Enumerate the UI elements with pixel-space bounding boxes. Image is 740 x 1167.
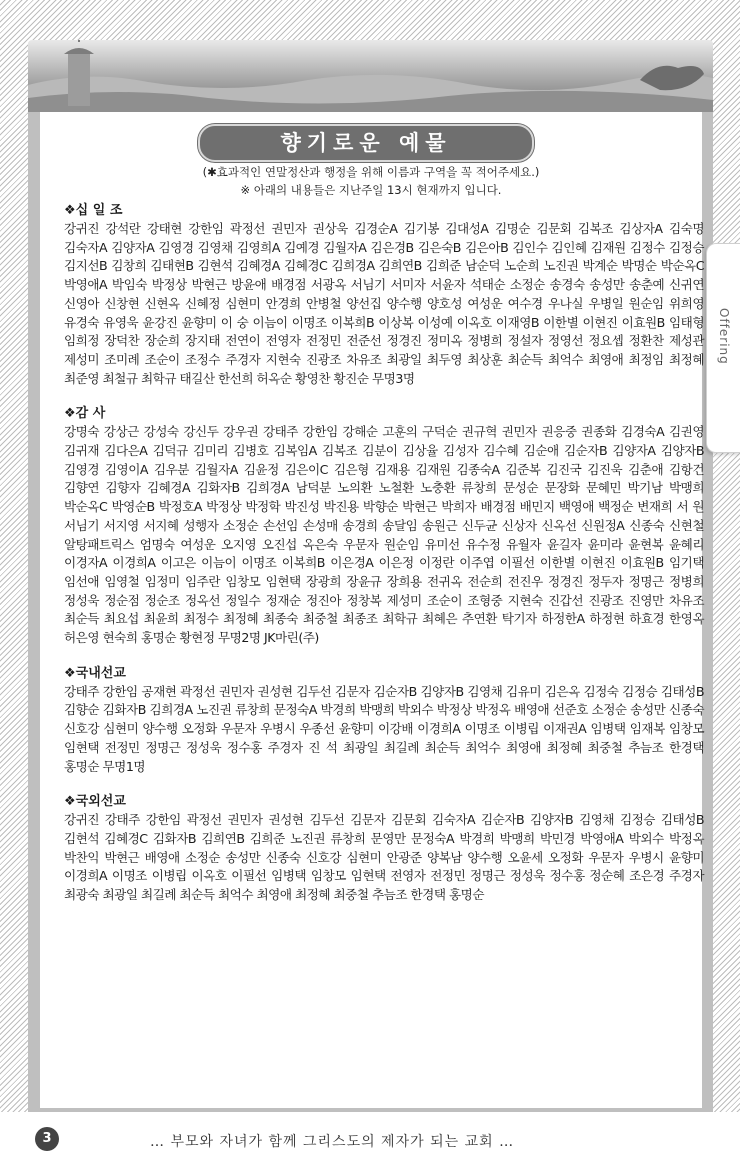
section-thanksgiving (64, 405, 704, 647)
side-tab-label: Offering (717, 308, 731, 365)
header-illustration (28, 40, 713, 120)
section-title: ❖감 사 (64, 406, 106, 422)
section-names: 강귀진 강태주 강한임 곽정선 권민자 권성현 김두선 김문자 김문회 김숙자A 김순자B 김양자B 김영채 김정승 김태성B 김현석 김혜경C 김화자B 김희연B 김희준 노진권 류창희 문영만 문정숙A 박경희 박맹희 박민경 박영애A 박외수 박정옥 박찬익 박현근 배영애 소정순 송성만 신종숙 신호강 심현미 안광준 양복남 양수행 오윤세 오정화 우문자 우병시 윤향미 이경희A 이명조 이병립 이옥호 이필선 임병택 임창모 임현택 전영자 전정민 정명근 정성욱 정수홍 정순혜 조은경 주경자 최광숙 최광일 최길례 최순득 최억수 최영애 최정혜 최중철 추늠조 한경택 홍명순 (64, 812, 704, 903)
side-tab (706, 243, 740, 453)
section-overseas-mission (64, 793, 704, 905)
header-landscape-band (28, 40, 713, 120)
page-number: 3 (35, 1127, 59, 1151)
section-names: 강명숙 강상근 강성숙 강신두 강우권 강태주 강한임 강해순 고훈의 구덕순 권규혁 권민자 권응중 권종화 김경숙A 김권영 김귀재 김다은A 김덕규 김미리 김병호 김복임A 김복조 김분이 김상율 김성자 김수혜 김순애 김순자B 김양자A 김양자B 김영경 김영이A 김우분 김월자A 김윤정 김은이C 김은형 김재용 김재원 김종숙A 김준복 김진국 김진욱 김춘애 김항건 김향연 김향자 김혜경A 김화자B 김희경A 남덕분 노의환 노철환 노충환 류창희 문성순 문장화 문혜민 박기남 박맹희 박순옥C 박영순B 박정호A 박정상 박정학 박진성 박진용 박향순 박현근 박희자 배경점 배민지 백영애 백정순 변재희 서 원 서님기 서지영 서지혜 성행자 소정순 손선임 손성매 송경희 송달임 송원근 신두균 신상자 신옥선 신원정A 신종숙 신현철 알탕패트릭스 엄명숙 여성운 오지영 오진섭 옥은숙 우문자 원순임 유미선 유수정 유월자 윤길자 윤미라 윤현복 윤혜리 이경자A 이경희A 이고은 이늠이 이명조 이복희B 이은경A 이은정 이정란 이주엽 이필선 이한별 이현진 이효원B 임기택 임선애 임영철 임정미 임주란 임창모 임현택 장광희 장윤규 장희용 전귀옥 전순희 전진우 정경진 정두자 정명근 정병희 정성욱 정순점 정순조 정옥선 정일수 정재순 정진아 정창복 제성미 조순이 조형중 지현숙 진갑선 진광조 진영만 차유조 최순득 최요섭 최윤희 최정수 최정혜 최종숙 최중철 최종조 최학규 최혜은 추연환 탁기자 하정한A 하정현 하효경 한영옥 허은영 현숙희 홍명순 황현정 무명2명 JK마린(주) (64, 424, 704, 646)
section-title: ❖국내선교 (64, 665, 126, 681)
section-tithe (64, 202, 704, 388)
notice-line-1: (✱효과적인 연말정산과 행정을 위해 이름과 구역을 꼭 적어주세요.) (202, 165, 540, 179)
footer-motto: … 부모와 자녀가 함께 그리스도의 제자가 되는 교회 … (150, 1134, 515, 1150)
offering-list (64, 202, 704, 922)
page-title: 향기로운 예물 (198, 124, 534, 162)
section-title: ❖국외선교 (64, 794, 126, 810)
notice-line-2: ※ 아래의 내용들은 지난주일 13시 현재까지 입니다. (240, 183, 502, 197)
section-title: ❖십 일 조 (64, 203, 123, 218)
section-domestic-mission (64, 665, 704, 777)
section-names: 강귀진 강석란 강태현 강한임 곽정선 권민자 권상욱 김경순A 김기봉 김대성A 김명순 김문회 김복조 김상자A 김숙명 김숙자A 김양자A 김영경 김영채 김영희A 김예경 김월자A 김은경B 김은숙B 김은아B 김인수 김인혜 김재원 김정수 김정승 김지선B 김창희 김태현B 김현석 김혜경A 김혜경C 김희경A 김희연B 김희준 남순덕 노순희 노진권 박계순 박명순 박순옥C 박영애A 박임숙 박정상 박현근 방윤애 배경점 서광옥 서님기 서미자 서윤자 석태순 소정순 송경숙 송성만 송춘예 신귀연 신영아 신창현 신현옥 신혜정 심현미 안경희 안병철 양선집 양수행 양호성 여성운 여수경 우나실 우병일 원순임 위희영 유경숙 유영욱 윤강진 윤향미 이 숭 이늠이 이명조 이복희B 이상복 이성예 이옥호 이재영B 이한별 이현진 이효원B 임태형 임희정 장덕찬 장순희 장지태 전연이 전영자 전정민 전준선 정경진 정미옥 정병희 정설자 정영선 정요셉 정환찬 제성관 제성미 조미례 조순이 조정수 주경자 지현숙 진광조 차유조 최광일 최두영 최상훈 최순득 최억수 최영애 최정임 최정혜 최준영 최철규 최학규 태길산 한선희 허옥순 황영찬 황진순 무명3명 (64, 221, 704, 386)
section-names: 강태주 강한임 공재현 곽정선 권민자 권성현 김두선 김문자 김순자B 김양자B 김영채 김유미 김은옥 김정숙 김정승 김태성B 김향순 김화자B 김희경A 노진권 류창희 문정숙A 박경희 박맹희 박외수 박정상 박정옥 배영애 선준호 소정순 송성만 신종숙 신호강 심현미 양수행 오정화 우문자 우병시 우종선 윤향미 이강배 이경희A 이명조 이병립 이재권A 임병택 임재복 임창모 임현택 전정민 정명근 정성욱 정수홍 주경자 진 석 최광일 최길례 최순득 최억수 최영애 최정혜 최중철 추늠조 한경택 홍명순 무명1명 (64, 683, 704, 774)
